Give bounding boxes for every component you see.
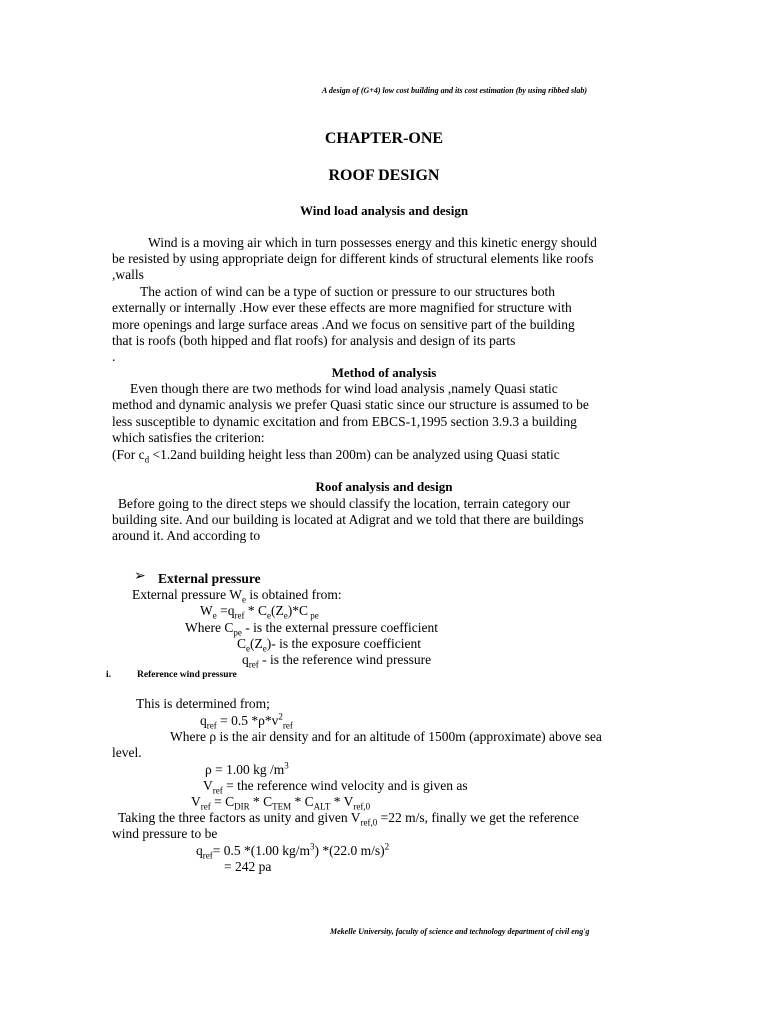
criterion-line: (For $c_d <1.2and$ building height less than 200m) can be analyzed using Quasi static (112, 447, 560, 465)
roman-numeral-i: i. (106, 670, 112, 680)
reference-wind-heading: Reference wind pressure (137, 670, 237, 680)
para1-line3: ,walls (112, 267, 144, 282)
running-header: A design of (G+4) low cost building and its cost estimation (by using ribbed slab) (322, 86, 588, 95)
level-line: level. (112, 745, 142, 760)
we-equation: $W_e =q_{ref} * C_e(Z_e)*C$ $_{pe}$ (200, 603, 319, 621)
vref-definition: $V_{ref}$ = the reference wind velocity and is given as (203, 778, 468, 796)
vref-equation: $V_{ref} = C_{DIR} * C_{TEM} * C_{ALT} * V_{ref,0}$ (191, 794, 371, 812)
external-pressure-heading: External pressure (158, 571, 261, 586)
para2-line2: externally or internally .How ever these effects are more magnified for structure with (112, 300, 572, 315)
method-heading: Method of analysis (331, 365, 437, 380)
para3-line1: Even though there are two methods for wind load analysis ,namely Quasi static (130, 381, 558, 396)
ref-intro: This is determined from; (136, 696, 270, 711)
taking-line2: wind pressure to be (112, 826, 218, 841)
section-title: ROOF DESIGN (328, 167, 440, 184)
para1-line2: be resisted by using appropriate deign for different kinds of structural elements like roofs (112, 251, 594, 266)
running-footer: Mekelle University, faculty of science and technology department of civil eng'g (330, 927, 590, 936)
where-qref-line: $q_{ref}$ - is the reference wind pressure (242, 652, 432, 670)
rho-value: ρ = 1.00 kg $/m^3$ (205, 760, 289, 777)
external-pressure-intro: External pressure $W_e$ is obtained from: (132, 587, 342, 605)
subsection-title: Wind load analysis and design (299, 203, 469, 218)
qref-equation: $q_{ref} = 0.5$ $*\rho*v^2_{ref}$ (200, 711, 293, 731)
para4-line1: Before going to the direct steps we should classify the location, terrain category our (118, 496, 571, 511)
para4-line2: building site. And our building is located at Adigrat and we told that there are buildings (112, 512, 584, 527)
para3-line2: method and dynamic analysis we prefer Quasi static since our structure is assumed to be (112, 397, 589, 412)
para4-line3: around it. And according to (112, 528, 261, 543)
where-ce-line: $C_e(Z_e)-$ is the exposure coefficient (237, 636, 421, 654)
arrow-bullet-icon: ➢ (134, 569, 146, 584)
qref-result: = 242 pa (224, 859, 272, 874)
roof-heading: Roof analysis and design (315, 479, 453, 494)
para2-line5: . (112, 349, 116, 364)
para2-line1: The action of wind can be a type of suction or pressure to our structures both (140, 284, 556, 299)
para2-line4: that is roofs (both hipped and flat roofs) for analysis and design of its parts (112, 333, 516, 348)
para3-line3: less susceptible to dynamic excitation and from EBCS-1,1995 section 3.9.3 a building (112, 414, 577, 429)
para3-line4: which satisfies the criterion: (112, 430, 265, 445)
taking-line1: Taking the three factors as unity and given $V_{ref,0} =22$ m/s, finally we get the reference (118, 810, 580, 828)
chapter-title: CHAPTER-ONE (324, 130, 444, 147)
para1-line1: Wind is a moving air which in turn possesses energy and this kinetic energy should (148, 235, 597, 250)
where-cpe-line: Where $C_{pe}$ - is the external pressure coefficient (185, 620, 439, 638)
para2-line3: more openings and large surface areas .And we focus on sensitive part of the building (112, 317, 575, 332)
where-rho-line: Where ρ is the air density and for an altitude of 1500m (approximate) above sea (170, 729, 602, 744)
qref-final-equation: $q_{ref}= 0.5$ *(1.00 $kg/m^3$) *(22.0 m/s)$^2$ (196, 841, 390, 861)
